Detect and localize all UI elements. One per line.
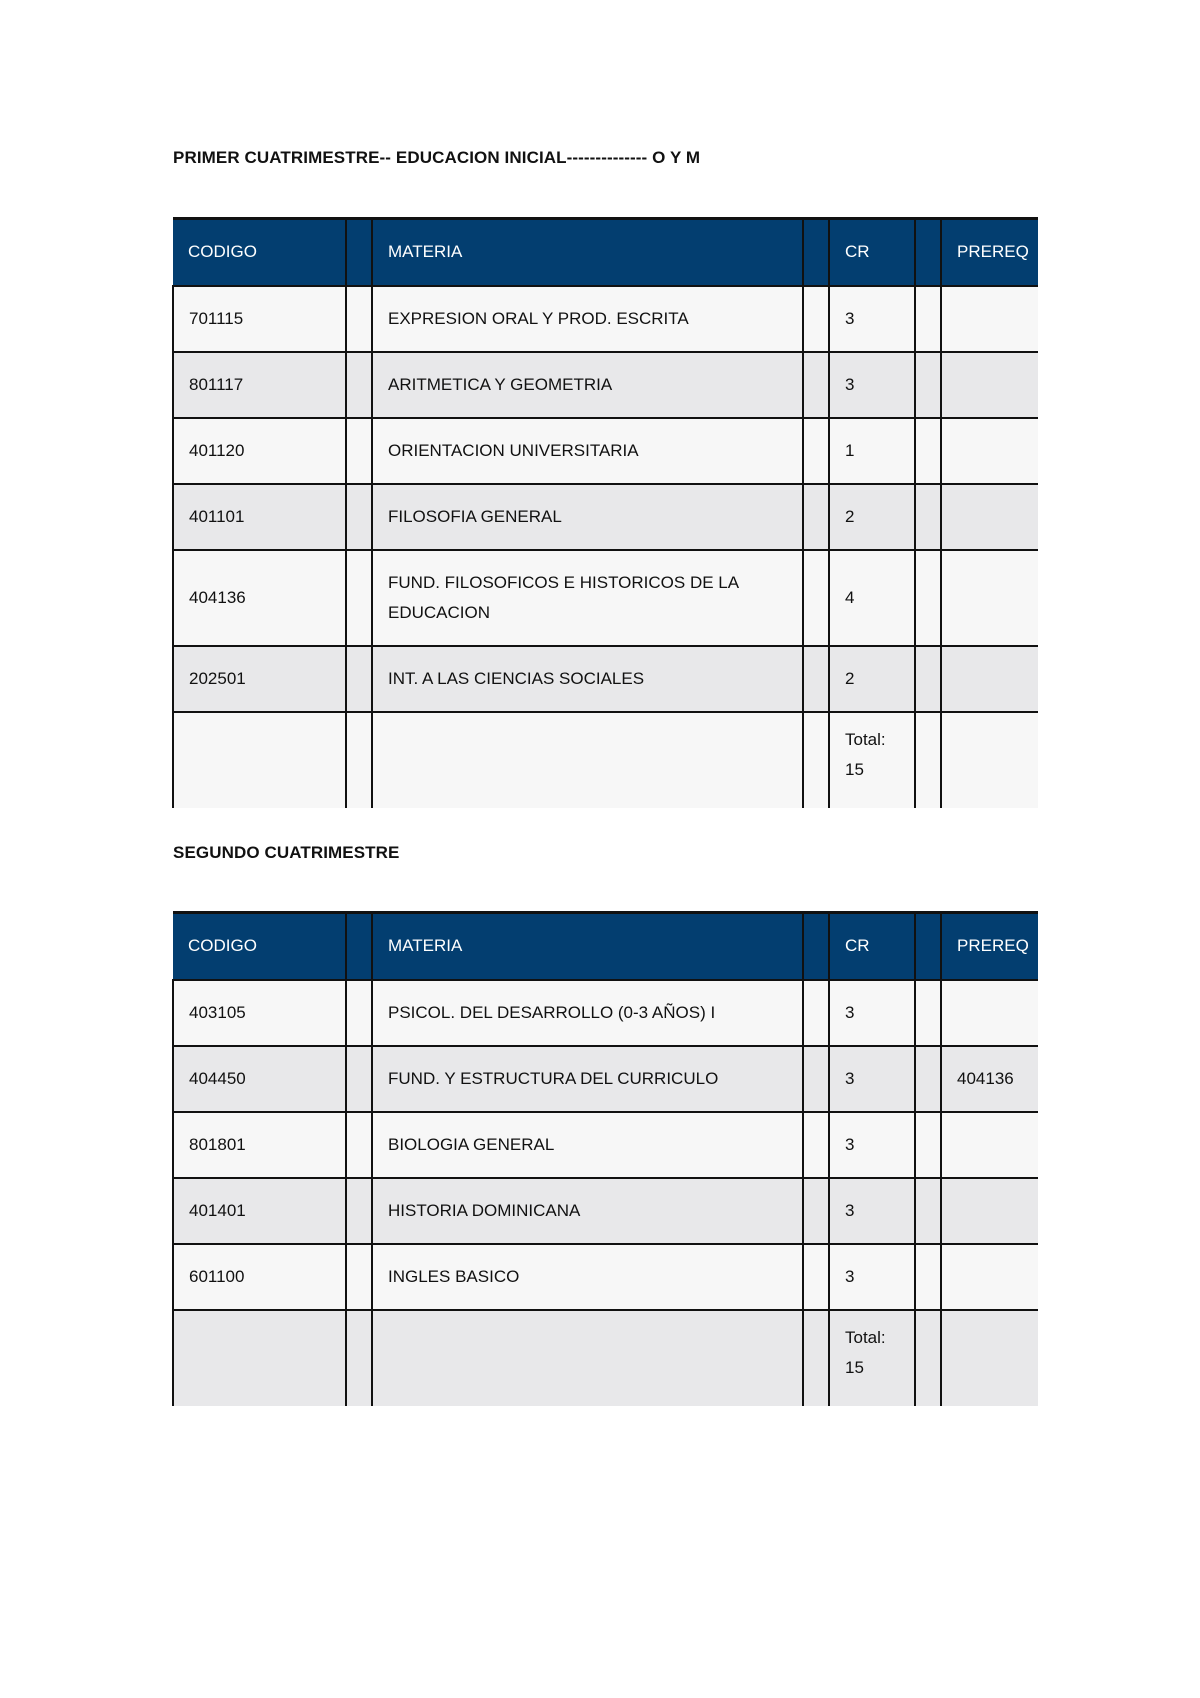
- course-prereq: [941, 286, 1038, 352]
- table-row: [173, 646, 1038, 712]
- spacer-cell: [915, 352, 941, 418]
- section-title-primer-cuatrimestre: PRIMER CUATRIMESTRE-- EDUCACION INICIAL-------------- O Y M: [173, 148, 701, 167]
- column-header-materia: MATERIA: [372, 219, 803, 286]
- column-header-cr: CR: [829, 913, 915, 980]
- course-table-primer-cuatrimestre: [172, 217, 1038, 808]
- spacer-cell: [915, 484, 941, 550]
- course-prereq: [941, 352, 1038, 418]
- empty-cell: [941, 1310, 1038, 1406]
- total-row: [173, 1310, 1038, 1406]
- empty-cell: [941, 712, 1038, 808]
- course-subject: FUND. FILOSOFICOS E HISTORICOS DE LA EDUCACION: [372, 550, 803, 646]
- course-prereq: [941, 1178, 1038, 1244]
- total-credits-cell: [829, 1310, 915, 1406]
- spacer-cell: [346, 550, 372, 646]
- spacer-cell: [915, 418, 941, 484]
- course-credits: 3: [829, 1046, 915, 1112]
- course-subject: ARITMETICA Y GEOMETRIA: [372, 352, 803, 418]
- table-row: [173, 352, 1038, 418]
- total-label: Total:: [845, 729, 886, 749]
- total-label: Total:: [845, 1327, 886, 1347]
- empty-cell: [173, 1310, 346, 1406]
- column-header-prereq: PREREQ: [941, 219, 1038, 286]
- table-row: [173, 1046, 1038, 1112]
- empty-cell: [372, 712, 803, 808]
- spacer-cell: [803, 1178, 829, 1244]
- table-row: [173, 1244, 1038, 1310]
- spacer-cell: [803, 646, 829, 712]
- spacer-cell: [346, 913, 372, 980]
- course-subject: FUND. Y ESTRUCTURA DEL CURRICULO: [372, 1046, 803, 1112]
- spacer-cell: [915, 219, 941, 286]
- spacer-cell: [915, 913, 941, 980]
- course-code: 403105: [173, 980, 346, 1046]
- course-prereq: [941, 980, 1038, 1046]
- spacer-cell: [346, 1310, 372, 1406]
- table-row: [173, 1178, 1038, 1244]
- course-code: 801801: [173, 1112, 346, 1178]
- spacer-cell: [915, 286, 941, 352]
- spacer-cell: [346, 1046, 372, 1112]
- spacer-cell: [803, 484, 829, 550]
- course-credits: 3: [829, 1178, 915, 1244]
- course-credits: 2: [829, 484, 915, 550]
- spacer-cell: [915, 550, 941, 646]
- spacer-cell: [915, 1112, 941, 1178]
- course-prereq: [941, 418, 1038, 484]
- spacer-cell: [346, 352, 372, 418]
- course-credits: 4: [829, 550, 915, 646]
- spacer-cell: [803, 286, 829, 352]
- course-code: 401101: [173, 484, 346, 550]
- spacer-cell: [803, 352, 829, 418]
- course-subject: FILOSOFIA GENERAL: [372, 484, 803, 550]
- spacer-cell: [915, 1244, 941, 1310]
- spacer-cell: [346, 712, 372, 808]
- course-prereq: [941, 646, 1038, 712]
- spacer-cell: [915, 1046, 941, 1112]
- total-value: 15: [845, 759, 864, 779]
- table-row: [173, 484, 1038, 550]
- course-code: 701115: [173, 286, 346, 352]
- course-credits: 3: [829, 1244, 915, 1310]
- course-code: 202501: [173, 646, 346, 712]
- empty-cell: [372, 1310, 803, 1406]
- course-subject: BIOLOGIA GENERAL: [372, 1112, 803, 1178]
- course-credits: 2: [829, 646, 915, 712]
- table-row: [173, 980, 1038, 1046]
- spacer-cell: [915, 1310, 941, 1406]
- course-subject: EXPRESION ORAL Y PROD. ESCRITA: [372, 286, 803, 352]
- spacer-cell: [915, 1178, 941, 1244]
- column-header-materia: MATERIA: [372, 913, 803, 980]
- course-prereq: 404136: [941, 1046, 1038, 1112]
- table-row: [173, 286, 1038, 352]
- course-credits: 3: [829, 980, 915, 1046]
- empty-cell: [173, 712, 346, 808]
- table-row: [173, 418, 1038, 484]
- spacer-cell: [346, 1244, 372, 1310]
- total-value: 15: [845, 1357, 864, 1377]
- course-credits: 3: [829, 1112, 915, 1178]
- course-code: 801117: [173, 352, 346, 418]
- spacer-cell: [346, 219, 372, 286]
- table-row: [173, 1112, 1038, 1178]
- table-row: [173, 550, 1038, 646]
- table-header-row: [173, 913, 1038, 980]
- course-subject: ORIENTACION UNIVERSITARIA: [372, 418, 803, 484]
- course-subject: HISTORIA DOMINICANA: [372, 1178, 803, 1244]
- spacer-cell: [803, 1112, 829, 1178]
- column-header-prereq: PREREQ: [941, 913, 1038, 980]
- course-subject: INT. A LAS CIENCIAS SOCIALES: [372, 646, 803, 712]
- column-header-cr: CR: [829, 219, 915, 286]
- total-row: [173, 712, 1038, 808]
- table-header-row: [173, 219, 1038, 286]
- course-credits: 3: [829, 352, 915, 418]
- spacer-cell: [803, 1244, 829, 1310]
- course-code: 401401: [173, 1178, 346, 1244]
- spacer-cell: [346, 1178, 372, 1244]
- spacer-cell: [803, 712, 829, 808]
- spacer-cell: [803, 1046, 829, 1112]
- course-subject: INGLES BASICO: [372, 1244, 803, 1310]
- course-prereq: [941, 1244, 1038, 1310]
- course-code: 401120: [173, 418, 346, 484]
- spacer-cell: [915, 646, 941, 712]
- spacer-cell: [803, 980, 829, 1046]
- spacer-cell: [915, 712, 941, 808]
- spacer-cell: [346, 980, 372, 1046]
- course-code: 404450: [173, 1046, 346, 1112]
- course-table-segundo-cuatrimestre: [172, 911, 1038, 1406]
- total-credits-cell: [829, 712, 915, 808]
- spacer-cell: [346, 484, 372, 550]
- spacer-cell: [803, 913, 829, 980]
- column-header-codigo: CODIGO: [173, 913, 346, 980]
- course-code: 601100: [173, 1244, 346, 1310]
- course-prereq: [941, 484, 1038, 550]
- spacer-cell: [346, 418, 372, 484]
- spacer-cell: [346, 1112, 372, 1178]
- spacer-cell: [915, 980, 941, 1046]
- spacer-cell: [803, 418, 829, 484]
- column-header-codigo: CODIGO: [173, 219, 346, 286]
- section-title-segundo-cuatrimestre: SEGUNDO CUATRIMESTRE: [173, 843, 400, 862]
- spacer-cell: [346, 646, 372, 712]
- course-credits: 1: [829, 418, 915, 484]
- spacer-cell: [346, 286, 372, 352]
- spacer-cell: [803, 219, 829, 286]
- spacer-cell: [803, 550, 829, 646]
- course-prereq: [941, 1112, 1038, 1178]
- course-prereq: [941, 550, 1038, 646]
- course-code: 404136: [173, 550, 346, 646]
- course-credits: 3: [829, 286, 915, 352]
- course-subject: PSICOL. DEL DESARROLLO (0-3 AÑOS) I: [372, 980, 803, 1046]
- spacer-cell: [803, 1310, 829, 1406]
